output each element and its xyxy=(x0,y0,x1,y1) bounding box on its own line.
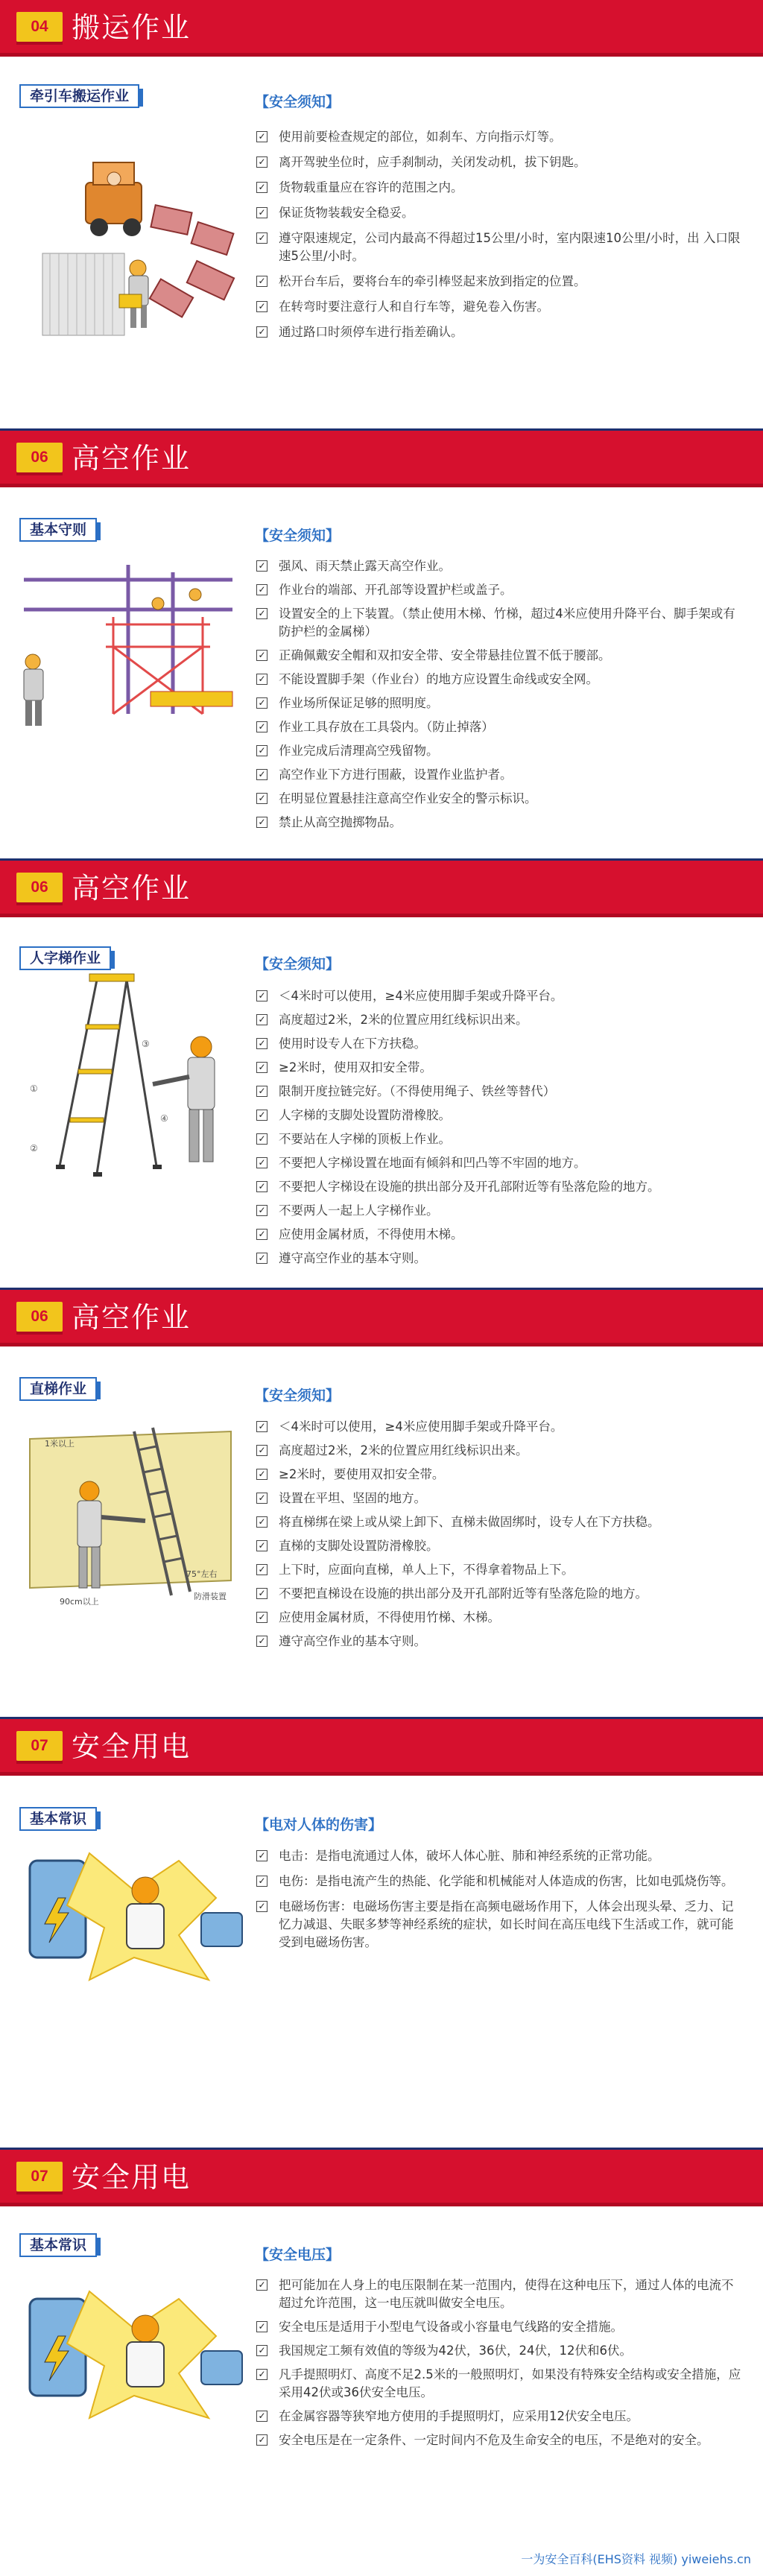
checkbox-icon xyxy=(256,1133,267,1145)
checkbox-icon xyxy=(256,745,267,756)
tow-tractor-illustration xyxy=(41,156,265,358)
checkbox-icon xyxy=(256,1062,267,1073)
checkbox-icon xyxy=(256,1445,267,1456)
topic-tag: 人字梯作业 xyxy=(19,946,111,970)
list-item: ✓ 凡手提照明灯、高度不足2.5米的一般照明灯，如果没有特殊安全结构或安全措施，应采用42伏或36伏安全电压。 xyxy=(256,2366,745,2402)
callout-label: 75°左右 xyxy=(186,1569,218,1579)
section-header xyxy=(0,1719,763,1776)
checkbox-icon xyxy=(256,1540,267,1551)
list-item: ✓ 高度超过2米，2米的位置应用红线标识出来。 xyxy=(256,1011,745,1029)
rules-list xyxy=(256,1847,745,1959)
list-item: ✓ ＜4米时可以使用，≥4米应使用脚手架或升降平台。 xyxy=(256,987,745,1005)
checkbox-icon xyxy=(256,560,267,572)
checkbox-icon xyxy=(256,1014,267,1025)
list-item: ✓ 作业场所保证足够的照明度。 xyxy=(256,694,745,712)
checkbox-icon xyxy=(256,1876,267,1887)
list-item: ✓ 货物载重量应在容许的范围之内。 xyxy=(256,179,745,197)
callout-marker: ③ xyxy=(142,1039,150,1049)
badge-stripe xyxy=(16,1761,63,1764)
list-item: ✓ 人字梯的支脚处设置防滑橡胶。 xyxy=(256,1107,745,1124)
section-number-badge: 07 xyxy=(16,1731,63,1761)
checkbox-icon xyxy=(256,1157,267,1168)
list-item: ✓ 将直梯绑在梁上或从梁上卸下、直梯未做固绑时，设专人在下方扶稳。 xyxy=(256,1513,745,1531)
checkbox-icon xyxy=(256,1516,267,1528)
list-item: ✓ 不能设置脚手架（作业台）的地方应设置生命线或安全网。 xyxy=(256,671,745,689)
callout-label: 防滑装置 xyxy=(194,1592,227,1601)
subhead: 【安全须知】 xyxy=(255,528,341,544)
list-item: ✓ 把可能加在人身上的电压限制在某一范围内，使得在这种电压下，通过人体的电流不超过允许范围，这一电压就叫做安全电压。 xyxy=(256,2276,745,2312)
rules-list xyxy=(256,128,745,349)
list-item: ✓ 高空作业下方进行围蔽，设置作业监护者。 xyxy=(256,766,745,784)
section-header xyxy=(0,1290,763,1346)
section-title: 安全用电 xyxy=(72,2161,191,2194)
section-safe-voltage xyxy=(0,2150,763,2576)
list-item: ✓ 限制开度拉链完好。（不得使用绳子、铁丝等替代） xyxy=(256,1083,745,1101)
section-header xyxy=(0,2150,763,2206)
section-height-basic xyxy=(0,431,763,861)
section-header xyxy=(0,0,763,57)
checkbox-icon xyxy=(256,1421,267,1432)
rules-list xyxy=(256,987,745,1273)
list-item: ✓ 电磁场伤害：电磁场伤害主要是指在高频电磁场作用下，人体会出现头晕、乏力、记忆力减退、失眠多梦等神经系统的症状，如长时间在高压电线下生活或工作，就可能受到电磁场伤害。 xyxy=(256,1898,745,1952)
list-item: ✓ 上下时，应面向直梯，单人上下，不得拿着物品上下。 xyxy=(256,1561,745,1579)
callout-marker: ④ xyxy=(160,1113,168,1124)
checkbox-icon xyxy=(256,1181,267,1192)
list-item: ✓ 不要把人字梯设在设施的拱出部分及开孔部附近等有坠落危险的地方。 xyxy=(256,1178,745,1196)
checkbox-icon xyxy=(256,584,267,595)
list-item: ✓ 遵守高空作业的基本守则。 xyxy=(256,1250,745,1268)
section-title: 安全用电 xyxy=(72,1730,191,1763)
section-straight-ladder xyxy=(0,1290,763,1719)
checkbox-icon xyxy=(256,1469,267,1480)
list-item: ✓ 遵守高空作业的基本守则。 xyxy=(256,1633,745,1651)
badge-stripe xyxy=(16,472,63,475)
checkbox-icon xyxy=(256,2321,267,2332)
topic-tag: 牵引车搬运作业 xyxy=(19,84,139,108)
checkbox-icon xyxy=(256,2411,267,2422)
badge-stripe xyxy=(16,42,63,45)
rules-list xyxy=(256,1418,745,1656)
rules-list xyxy=(256,2276,745,2455)
straight-ladder-illustration xyxy=(15,1417,246,1610)
checkbox-icon xyxy=(256,817,267,828)
checkbox-icon xyxy=(256,1086,267,1097)
section-title: 高空作业 xyxy=(72,872,191,905)
list-item: ✓ 作业台的端部、开孔部等设置护栏或盖子。 xyxy=(256,581,745,599)
checkbox-icon xyxy=(256,769,267,780)
section-transport xyxy=(0,0,763,431)
checkbox-icon xyxy=(256,1564,267,1575)
section-title: 高空作业 xyxy=(72,442,191,475)
list-item: ✓ 不要两人一起上人字梯作业。 xyxy=(256,1202,745,1220)
subhead: 【安全须知】 xyxy=(255,94,341,110)
list-item: ✓ 通过路口时须停车进行指差确认。 xyxy=(256,323,745,341)
badge-stripe xyxy=(16,902,63,905)
section-a-frame-ladder xyxy=(0,861,763,1290)
checkbox-icon xyxy=(256,2369,267,2380)
list-item: ✓ 不要把直梯设在设施的拱出部分及开孔部附近等有坠落危险的地方。 xyxy=(256,1585,745,1603)
checkbox-icon xyxy=(256,1493,267,1504)
subhead: 【电对人体的伤害】 xyxy=(255,1817,383,1833)
checkbox-icon xyxy=(256,1612,267,1623)
badge-stripe xyxy=(16,2192,63,2194)
checkbox-icon xyxy=(256,1253,267,1264)
list-item: ✓ 禁止从高空抛掷物品。 xyxy=(256,814,745,832)
list-item: ✓ 正确佩戴安全帽和双扣安全带、安全带悬挂位置不低于腰部。 xyxy=(256,647,745,665)
list-item: ✓ 不要把人字梯设置在地面有倾斜和凹凸等不牢固的地方。 xyxy=(256,1154,745,1172)
electric-shock-illustration xyxy=(22,1831,246,2002)
subhead: 【安全须知】 xyxy=(255,956,341,972)
list-item: ✓ 高度超过2米，2米的位置应用红线标识出来。 xyxy=(256,1442,745,1460)
topic-tag: 基本守则 xyxy=(19,518,97,542)
list-item: ✓ 强风、雨天禁止露天高空作业。 xyxy=(256,557,745,575)
checkbox-icon xyxy=(256,2279,267,2291)
checkbox-icon xyxy=(256,131,267,142)
list-item: ✓ 遵守限速规定，公司内最高不得超过15公里/小时，室内限速10公里/小时，出 入口限速5公里/小时。 xyxy=(256,230,745,265)
checkbox-icon xyxy=(256,2434,267,2446)
list-item: ✓ 设置安全的上下装置。（禁止使用木梯、竹梯，超过4米应使用升降平台、脚手架或有防护栏的金属梯） xyxy=(256,605,745,641)
list-item: ✓ 松开台车后，要将台车的牵引棒竖起来放到指定的位置。 xyxy=(256,273,745,291)
callout-marker: ① xyxy=(30,1083,38,1094)
list-item: ✓ ≥2米时，使用双扣安全带。 xyxy=(256,1059,745,1077)
section-number-badge: 06 xyxy=(16,873,63,902)
checkbox-icon xyxy=(256,721,267,732)
callout-label: 90cm以上 xyxy=(60,1597,99,1607)
list-item: ✓ 直梯的支脚处设置防滑橡胶。 xyxy=(256,1537,745,1555)
section-header xyxy=(0,431,763,487)
topic-tag: 直梯作业 xyxy=(19,1377,97,1401)
checkbox-icon xyxy=(256,1901,267,1912)
list-item: ✓ 离开驾驶坐位时，应手刹制动，关闭发动机，拔下钥匙。 xyxy=(256,154,745,171)
section-header xyxy=(0,861,763,917)
list-item: ✓ 使用时设专人在下方扶稳。 xyxy=(256,1035,745,1053)
checkbox-icon xyxy=(256,1636,267,1647)
electric-shock-illustration xyxy=(22,2269,246,2440)
callout-label: 1米以上 xyxy=(45,1439,75,1449)
topic-tag: 基本常识 xyxy=(19,2233,97,2257)
list-item: ✓ 电伤：是指电流产生的热能、化学能和机械能对人体造成的伤害，比如电弧烧伤等。 xyxy=(256,1873,745,1890)
checkbox-icon xyxy=(256,1038,267,1049)
checkbox-icon xyxy=(256,1110,267,1121)
list-item: ✓ 设置在平坦、坚固的地方。 xyxy=(256,1490,745,1507)
topic-tag: 基本常识 xyxy=(19,1807,97,1831)
list-item: ✓ 电击：是指电流通过人体，破坏人体心脏、肺和神经系统的正常功能。 xyxy=(256,1847,745,1865)
callout-marker: ② xyxy=(30,1143,38,1153)
list-item: ✓ 使用前要检查规定的部位，如刹车、方向指示灯等。 xyxy=(256,128,745,146)
list-item: ✓ 在转弯时要注意行人和自行车等，避免卷入伤害。 xyxy=(256,298,745,316)
rules-list xyxy=(256,557,745,838)
section-number-badge: 04 xyxy=(16,12,63,42)
checkbox-icon xyxy=(256,650,267,661)
checkbox-icon xyxy=(256,1205,267,1216)
a-frame-ladder-illustration xyxy=(15,972,246,1196)
checkbox-icon xyxy=(256,1850,267,1861)
section-number-badge: 07 xyxy=(16,2162,63,2192)
list-item: ✓ 安全电压是适用于小型电气设备或小容量电气线路的安全措施。 xyxy=(256,2318,745,2336)
checkbox-icon xyxy=(256,1229,267,1240)
checkbox-icon xyxy=(256,697,267,709)
checkbox-icon xyxy=(256,674,267,685)
checkbox-icon xyxy=(256,990,267,1001)
subhead: 【安全须知】 xyxy=(255,1387,341,1404)
list-item: ✓ 作业工具存放在工具袋内。（防止掉落） xyxy=(256,718,745,736)
checkbox-icon xyxy=(256,608,267,619)
checkbox-icon xyxy=(256,793,267,804)
list-item: ✓ 应使用金属材质，不得使用木梯。 xyxy=(256,1226,745,1244)
list-item: ✓ 作业完成后清理高空残留物。 xyxy=(256,742,745,760)
section-title: 高空作业 xyxy=(72,1301,191,1334)
section-number-badge: 06 xyxy=(16,1302,63,1332)
checkbox-icon xyxy=(256,1588,267,1599)
checkbox-icon xyxy=(256,2345,267,2356)
badge-stripe xyxy=(16,1332,63,1335)
section-title: 搬运作业 xyxy=(72,11,191,44)
list-item: ✓ ＜4米时可以使用，≥4米应使用脚手架或升降平台。 xyxy=(256,1418,745,1436)
section-electric-harm xyxy=(0,1719,763,2150)
list-item: ✓ 我国规定工频有效值的等级为42伏，36伏，24伏，12伏和6伏。 xyxy=(256,2342,745,2360)
list-item: ✓ 在明显位置悬挂注意高空作业安全的警示标识。 xyxy=(256,790,745,808)
list-item: ✓ 不要站在人字梯的顶板上作业。 xyxy=(256,1130,745,1148)
scaffold-illustration xyxy=(16,565,244,744)
subhead: 【安全电压】 xyxy=(255,2247,341,2263)
list-item: ✓ ≥2米时，要使用双扣安全带。 xyxy=(256,1466,745,1484)
list-item: ✓ 在金属容器等狭窄地方使用的手提照明灯，应采用12伏安全电压。 xyxy=(256,2408,745,2425)
section-number-badge: 06 xyxy=(16,443,63,472)
list-item: ✓ 保证货物装载安全稳妥。 xyxy=(256,204,745,222)
footer-watermark: 一为安全百科(EHS资料 视频) yiweiehs.cn xyxy=(521,2552,751,2566)
list-item: ✓ 安全电压是在一定条件、一定时间内不危及生命安全的电压，不是绝对的安全。 xyxy=(256,2431,745,2449)
list-item: ✓ 应使用金属材质，不得使用竹梯、木梯。 xyxy=(256,1609,745,1627)
